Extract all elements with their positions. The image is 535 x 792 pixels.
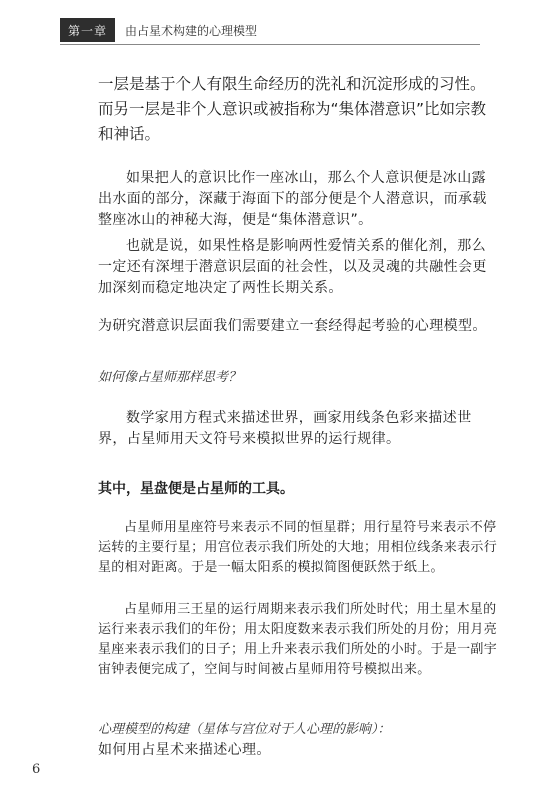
chapter-badge: 第一章 — [60, 18, 115, 42]
paragraph-description: 数学家用方程式来描述世界，画家用线条色彩来描述世界，占星师用天文符号来模拟世界的运行规律。 — [98, 410, 472, 447]
paragraph-describe-psychology: 如何用占星术来描述心理。 — [98, 742, 271, 758]
heading-think-like-astrologer: 如何像占星师那样思考？ — [98, 370, 242, 385]
paragraph-chart-tool: 其中，星盘便是占星师的工具。 — [98, 481, 294, 497]
header-rule — [60, 44, 480, 45]
chapter-title: 由占星术构建的心理模型 — [125, 23, 258, 38]
paragraph-habit-layers: 一层是基于个人有限生命经历的洗礼和沉淀形成的习性。而另一层是非个人意识或被指称为“集体潜意识”比如宗教和神话。 — [98, 75, 487, 143]
paragraph-relationship: 也就是说，如果性格是影响两性爱情关系的催化剂，那么一定还有深埋于潜意识层面的社会性，以及灵魂的共融性会更加深刻而稳定地决定了两性长期关系。 — [98, 238, 487, 296]
paragraph-iceberg: 如果把人的意识比作一座冰山，那么个人意识便是冰山露出水面的部分，深藏于海面下的部分便是个人潜意识，而承载整座冰山的神秘大海，便是“集体潜意识”。 — [98, 170, 487, 228]
running-header — [60, 18, 257, 42]
page-number: 6 — [32, 762, 41, 777]
paragraph-symbols: 占星师用星座符号来表示不同的恒星群；用行星符号来表示不停运转的主要行星；用宫位表示我们所处的大地；用相位线条来表示行星的相对距离。于是一幅太阳系的模拟简图便跃然于纸上。 — [98, 520, 498, 575]
paragraph-psych-model: 为研究潜意识层面我们需要建立一套经得起考验的心理模型。 — [98, 318, 487, 334]
heading-model-building: 心理模型的构建（星体与宫位对于人心理的影响）： — [98, 722, 391, 737]
paragraph-cosmic-clock: 占星师用三王星的运行周期来表示我们所处时代；用土星木星的运行来表示我们的年份；用太阳度数来表示我们所处的月份；用月亮星座来表示我们的日子；用上升来表示我们所处的小时。于是一副宇宙钟表便完成了，空间与时间被占星师用符号模拟出来。 — [98, 602, 498, 677]
